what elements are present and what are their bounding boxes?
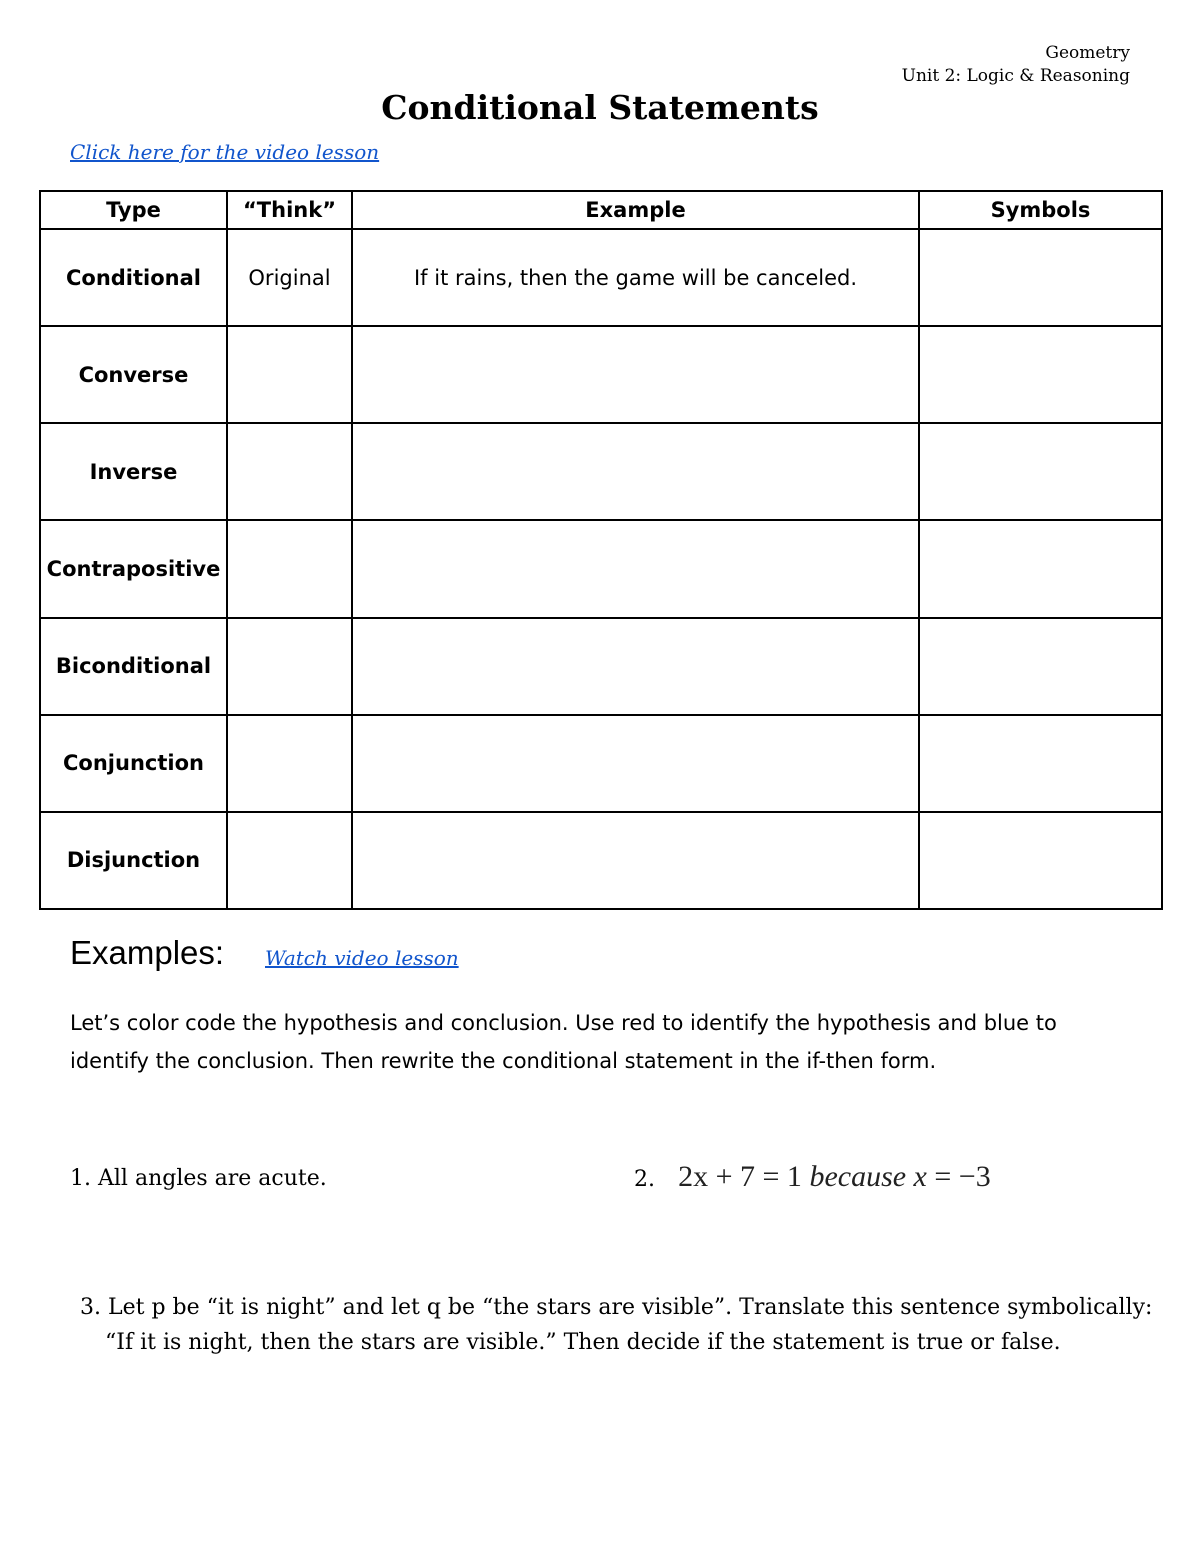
think-cell: Original: [227, 229, 352, 326]
example-2: [634, 1160, 991, 1194]
example-cell: [352, 520, 919, 617]
example-cell: If it rains, then the game will be canceled.: [352, 229, 919, 326]
example-cell: [352, 812, 919, 909]
table-row: [40, 812, 1162, 909]
example-3-number: 3.: [80, 1295, 101, 1320]
equation-right: = −3: [926, 1160, 991, 1193]
watch-video-link[interactable]: Watch video lesson: [265, 946, 459, 970]
example-1: [70, 1166, 327, 1191]
symbols-cell: [919, 812, 1162, 909]
think-cell: [227, 618, 352, 715]
table-header-row: [40, 191, 1162, 229]
course-name: Geometry: [1045, 43, 1130, 63]
table-row: [40, 520, 1162, 617]
example-3: [80, 1290, 1160, 1360]
type-cell: Conditional: [40, 229, 227, 326]
example-1-text: All angles are acute.: [98, 1166, 327, 1191]
think-cell: [227, 423, 352, 520]
table-row: [40, 715, 1162, 812]
header-type: Type: [40, 191, 227, 229]
equation-because: because x: [809, 1160, 927, 1193]
type-cell: Contrapositive: [40, 520, 227, 617]
table-row: [40, 326, 1162, 423]
think-cell: [227, 715, 352, 812]
symbols-cell: [919, 423, 1162, 520]
page-header: [902, 42, 1130, 88]
instructions-text: Let’s color code the hypothesis and conclusion. Use red to identify the hypothesis and blue to identify the conclusion. Then rewrite the conditional statement in the if-then form.: [70, 1011, 1057, 1073]
type-cell: Biconditional: [40, 618, 227, 715]
example-3-line-1: [80, 1290, 1160, 1325]
type-cell: Inverse: [40, 423, 227, 520]
example-2-equation: [678, 1160, 991, 1193]
symbols-cell: [919, 520, 1162, 617]
table-row: [40, 229, 1162, 326]
header-think: “Think”: [227, 191, 352, 229]
header-symbols: Symbols: [919, 191, 1162, 229]
table-row: [40, 618, 1162, 715]
think-cell: [227, 520, 352, 617]
examples-heading: Examples:: [70, 934, 225, 971]
header-example: Example: [352, 191, 919, 229]
example-2-number: 2.: [634, 1167, 655, 1192]
example-1-number: 1.: [70, 1166, 91, 1191]
table-row: [40, 423, 1162, 520]
symbols-cell: [919, 715, 1162, 812]
page-title: Conditional Statements: [381, 88, 819, 127]
equation-left: 2x + 7 = 1: [678, 1160, 810, 1193]
think-cell: [227, 326, 352, 423]
example-3-text-2: “If it is night, then the stars are visible.” Then decide if the statement is true or false.: [105, 1330, 1061, 1355]
unit-name: Unit 2: Logic & Reasoning: [901, 66, 1130, 86]
example-3-text-1: Let p be “it is night” and let q be “the stars are visible”. Translate this sentence symbolically:: [108, 1295, 1153, 1320]
example-cell: [352, 326, 919, 423]
example-cell: [352, 423, 919, 520]
example-cell: [352, 715, 919, 812]
video-lesson-link[interactable]: Click here for the video lesson: [70, 140, 380, 164]
example-cell: [352, 618, 919, 715]
symbols-cell: [919, 326, 1162, 423]
symbols-cell: [919, 229, 1162, 326]
think-cell: [227, 812, 352, 909]
conditional-types-table: [39, 190, 1163, 910]
type-cell: Converse: [40, 326, 227, 423]
type-cell: Disjunction: [40, 812, 227, 909]
type-cell: Conjunction: [40, 715, 227, 812]
symbols-cell: [919, 618, 1162, 715]
